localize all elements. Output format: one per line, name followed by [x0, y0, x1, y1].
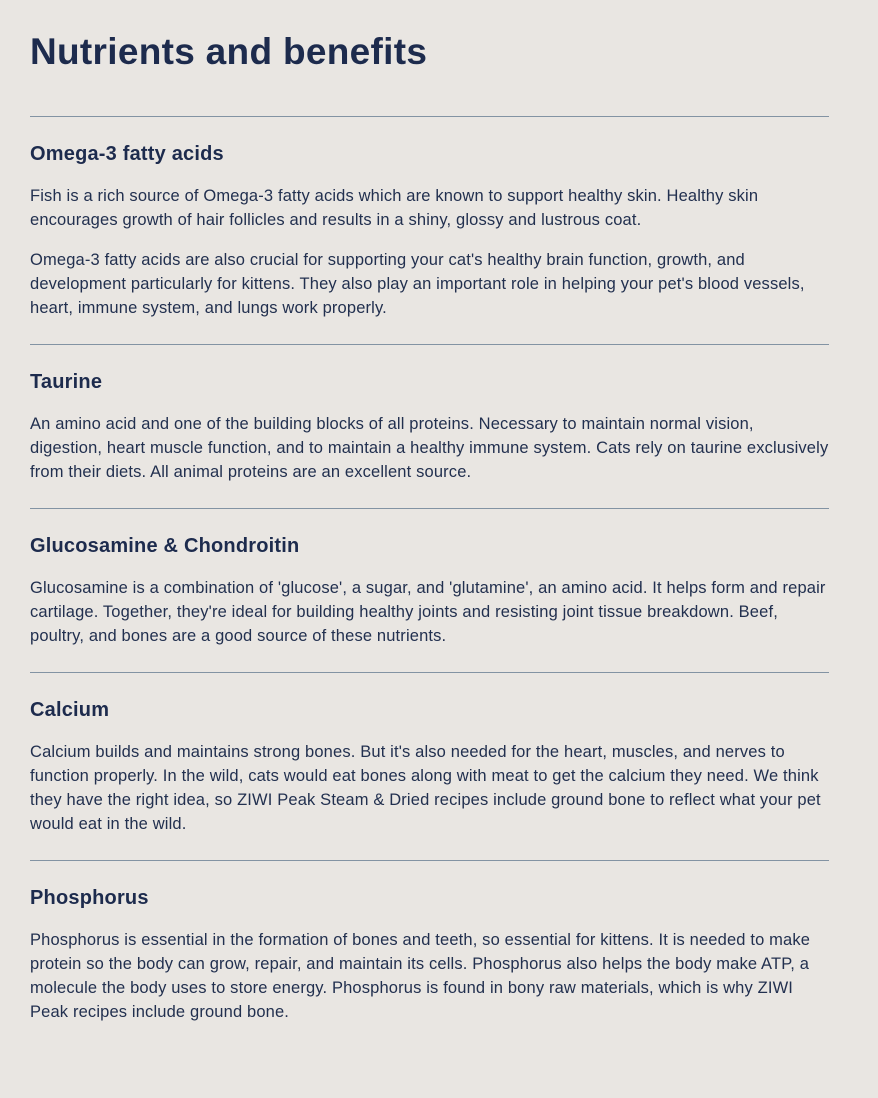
nutrient-paragraph: Phosphorus is essential in the formation of bones and teeth, so essential for kittens. It is needed to make protein so the body can grow, repair, and maintain its cells. Phosphorus also helps the body make ATP, a molecule the body uses to store energy. Phosphorus is found in bony raw materials, which is why ZIWI Peak recipes include ground bone.	[30, 931, 811, 1022]
title-spacer	[30, 74, 829, 116]
nutrients-content	[30, 0, 829, 1048]
nutrient-section	[30, 860, 829, 1048]
nutrient-sections	[30, 116, 829, 1048]
nutrient-paragraph: Omega-3 fatty acids are also crucial for supporting your cat's healthy brain function, growth, and development particularly for kittens. They also play an important role in helping your pet's blood vessels, heart, immune system, and lungs work properly.	[30, 251, 805, 318]
nutrient-section	[30, 116, 829, 344]
nutrient-heading: Taurine	[30, 371, 103, 394]
nutrient-paragraph: An amino acid and one of the building blocks of all proteins. Necessary to maintain normal vision, digestion, heart muscle function, and to maintain a healthy immune system. Cats rely on taurine exclusively from their diets. All animal proteins are an excellent source.	[30, 415, 829, 482]
nutrient-section	[30, 344, 829, 508]
nutrient-paragraph: Glucosamine is a combination of 'glucose', a sugar, and 'glutamine', an amino acid. It helps form and repair cartilage. Together, they're ideal for building healthy joints and resisting joint tissue breakdown. Beef, poultry, and bones are a good source of these nutrients.	[30, 579, 826, 646]
nutrient-heading: Calcium	[30, 699, 110, 722]
nutrient-heading: Phosphorus	[30, 887, 149, 910]
nutrient-paragraph: Fish is a rich source of Omega-3 fatty acids which are known to support healthy skin. Healthy skin encourages growth of hair follicles and results in a shiny, glossy and lustrous coat.	[30, 187, 759, 230]
nutrient-section	[30, 672, 829, 860]
nutrient-heading: Glucosamine & Chondroitin	[30, 535, 300, 558]
nutrient-paragraph: Calcium builds and maintains strong bones. But it's also needed for the heart, muscles, and nerves to function properly. In the wild, cats would eat bones along with meat to get the calcium they need. We think they have the right idea, so ZIWI Peak Steam & Dried recipes include ground bone to reflect what your pet would eat in the wild.	[30, 743, 821, 834]
nutrient-section	[30, 508, 829, 672]
nutrient-heading: Omega-3 fatty acids	[30, 143, 224, 166]
page-title: Nutrients and benefits	[30, 31, 428, 72]
